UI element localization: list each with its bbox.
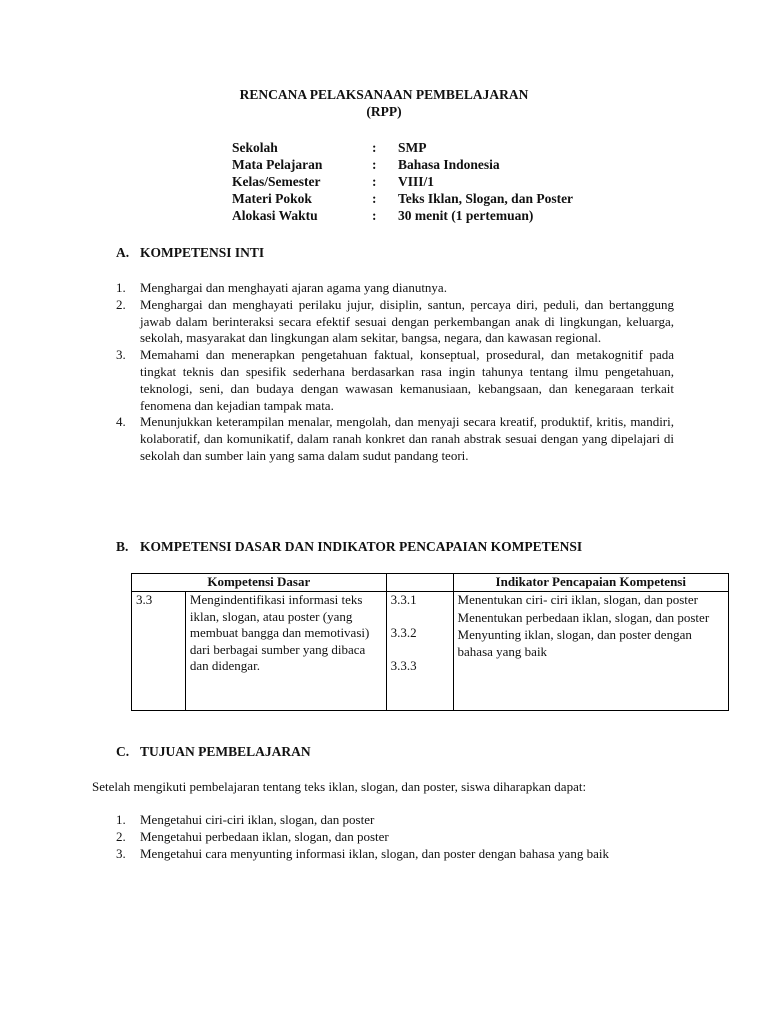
identity-value: SMP	[398, 140, 427, 155]
list-number: 2.	[116, 296, 126, 312]
identity-label: Mata Pelajaran	[232, 157, 323, 172]
list-text: Mengetahui ciri-ciri iklan, slogan, dan poster	[140, 812, 375, 827]
list-number: 4.	[116, 414, 126, 430]
document-title: RENCANA PELAKSANAAN PEMBELAJARAN	[239, 87, 529, 102]
tujuan-list	[116, 812, 674, 862]
list-number: 1.	[116, 812, 126, 827]
identity-label: Kelas/Semester	[232, 174, 321, 189]
identity-row-kelas-semester	[232, 173, 573, 190]
list-number: 3.	[116, 347, 126, 363]
competency-table	[131, 573, 729, 711]
indicator-number: 3.3.1	[390, 592, 417, 607]
table-row	[132, 592, 729, 711]
list-number: 2.	[116, 828, 126, 844]
kd-number: 3.3	[132, 592, 186, 711]
list-item	[116, 414, 674, 464]
identity-colon: :	[372, 191, 377, 206]
identity-value: Bahasa Indonesia	[398, 157, 500, 172]
list-text: Mengetahui perbedaan iklan, slogan, dan poster	[140, 828, 389, 844]
section-letter: C.	[116, 744, 130, 759]
document-subtitle: (RPP)	[366, 104, 402, 119]
list-item	[116, 829, 674, 846]
list-text: Memahami dan menerapkan pengetahuan faktual, konseptual, prosedural, dan metakognitif pada tingkat teknis dan spesifik sederhana berdasarkan rasa ingin tahunya tentang ilmu pengetahuan, teknologi, seni, dan budaya dengan wawasan kemanusiaan, kebangsaan, dan kenegaraan terkait fenomena dan kejadian tampak mata.	[140, 347, 674, 413]
indicator-number: 3.3.2	[390, 625, 417, 640]
table-header-ipk: Indikator Pencapaian Kompetensi	[453, 574, 728, 592]
identity-row-materi-pokok	[232, 190, 573, 207]
kd-text: Mengindentifikasi informasi teks iklan, slogan, atau poster (yang membuat bangga dan memotivasi) dari berbagai sumber yang dibaca dan didengar.	[185, 592, 386, 711]
list-item	[116, 846, 674, 863]
identity-row-alokasi-waktu	[232, 207, 573, 224]
indicator-text: Menyunting iklan, slogan, dan poster dengan bahasa yang baik	[457, 627, 692, 659]
list-number: 3.	[116, 845, 126, 861]
section-title: TUJUAN PEMBELAJARAN	[140, 744, 311, 759]
indicator-numbers	[386, 592, 453, 711]
table-header-empty	[386, 574, 453, 592]
indicator-text: Menentukan perbedaan iklan, slogan, dan poster	[457, 609, 710, 625]
section-letter: A.	[116, 245, 130, 260]
section-b-heading	[116, 539, 582, 555]
section-letter: B.	[116, 539, 129, 554]
kompetensi-inti-list	[116, 280, 674, 465]
list-item	[116, 347, 674, 414]
indicator-number: 3.3.3	[390, 658, 417, 673]
list-item	[116, 280, 674, 297]
section-c-heading	[116, 744, 311, 760]
identity-label: Materi Pokok	[232, 191, 312, 206]
indicator-text: Menentukan ciri- ciri iklan, slogan, dan poster	[457, 592, 698, 607]
identity-row-mata-pelajaran	[232, 156, 573, 173]
table-header-kd: Kompetensi Dasar	[132, 574, 387, 592]
identity-colon: :	[372, 208, 377, 223]
identity-value: VIII/1	[398, 174, 435, 189]
list-text: Mengetahui cara menyunting informasi iklan, slogan, dan poster dengan bahasa yang baik	[140, 845, 609, 861]
list-item	[116, 812, 674, 829]
indicator-texts	[453, 592, 728, 711]
identity-colon: :	[372, 157, 377, 172]
tujuan-intro: Setelah mengikuti pembelajaran tentang teks iklan, slogan, dan poster, siswa diharapkan dapat:	[92, 779, 587, 794]
list-text: Menunjukkan keterampilan menalar, mengolah, dan menyaji secara kreatif, produktif, kritis, mandiri, kolaboratif, dan komunikatif, dalam ranah konkret dan ranah abstrak sesuai dengan yang dipelajari di sekolah dan sumber lain yang sama dalam sudut pandang teori.	[140, 414, 674, 463]
section-title: KOMPETENSI DASAR DAN INDIKATOR PENCAPAIAN KOMPETENSI	[140, 539, 583, 554]
identity-value: 30 menit (1 pertemuan)	[398, 208, 534, 223]
identity-label: Sekolah	[232, 140, 278, 155]
table-header-row	[132, 574, 729, 592]
identity-colon: :	[372, 174, 377, 189]
list-text: Menghargai dan menghayati ajaran agama yang dianutnya.	[140, 280, 447, 295]
list-text: Menghargai dan menghayati perilaku jujur, disiplin, santun, percaya diri, peduli, dan bertanggung jawab dalam berinteraksi secara efektif sesuai dengan perkembangan anak di lingkungan, keluarga, sekolah, masyarakat dan lingkungan alam sekitar, bangsa, negara, dan kawasan regional.	[140, 296, 674, 346]
identity-label: Alokasi Waktu	[232, 208, 318, 223]
list-number: 1.	[116, 280, 126, 295]
identity-block	[232, 139, 573, 224]
section-a-heading	[116, 245, 264, 261]
identity-row-sekolah	[232, 139, 573, 156]
identity-colon: :	[372, 140, 377, 155]
list-item	[116, 297, 674, 347]
identity-value: Teks Iklan, Slogan, dan Poster	[398, 191, 574, 206]
section-title: KOMPETENSI INTI	[140, 245, 265, 260]
